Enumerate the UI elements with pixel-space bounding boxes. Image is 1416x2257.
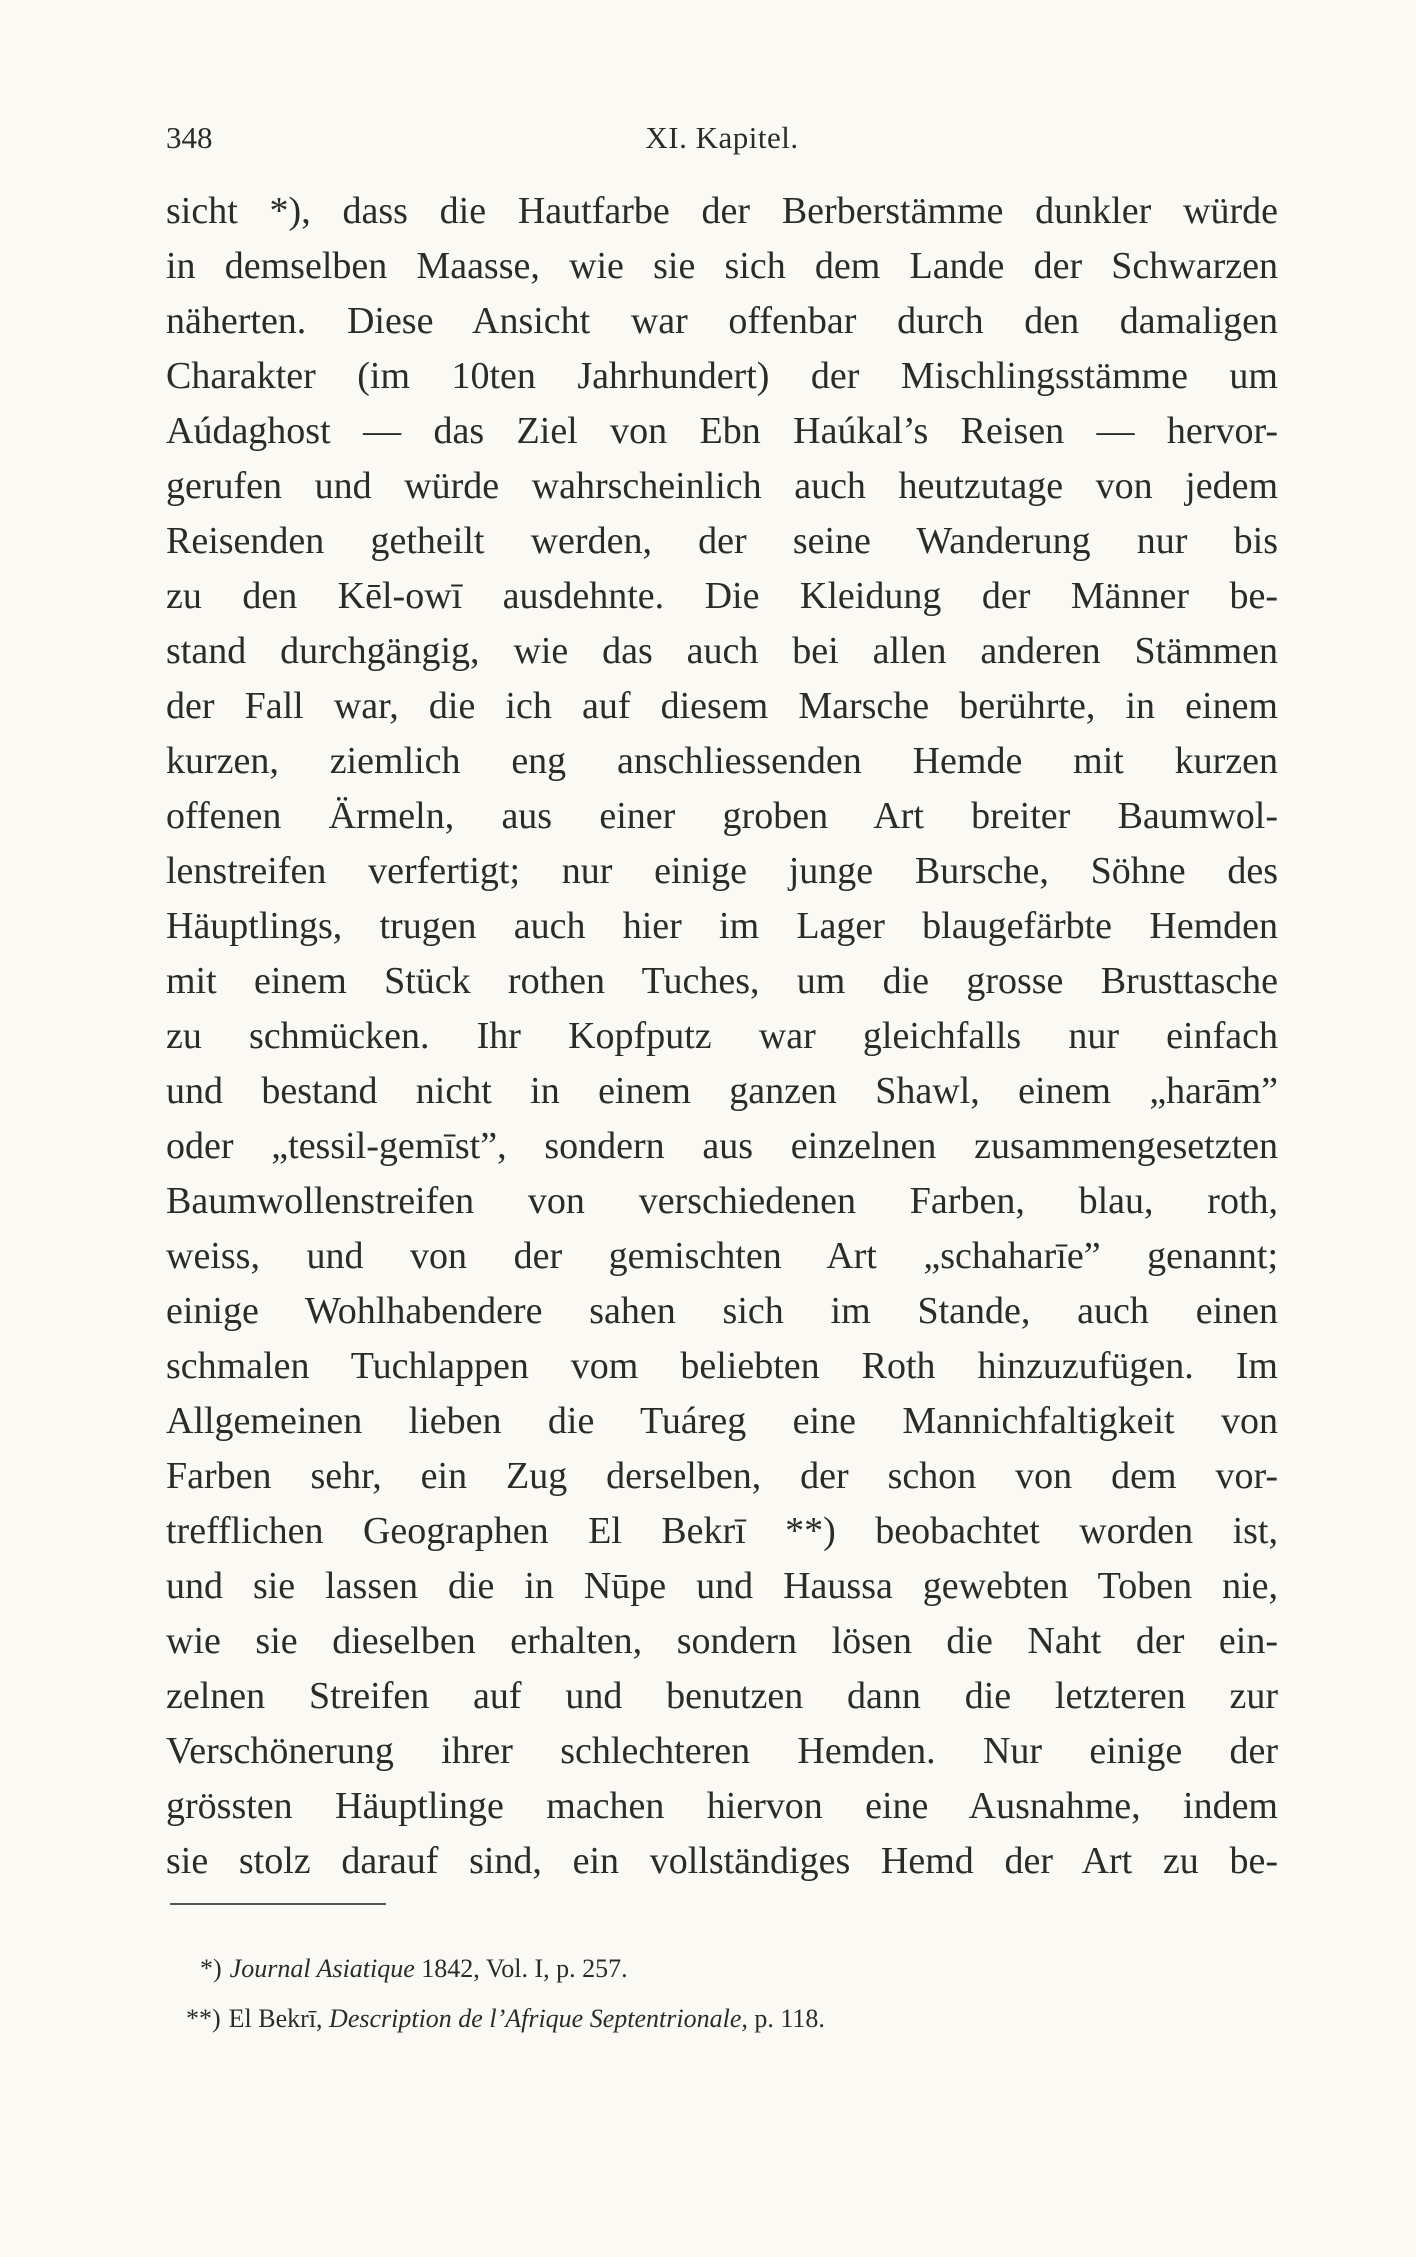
text-line: Allgemeinen lieben die Tuáreg eine Mannichfaltigkeit von: [166, 1400, 1278, 1442]
text-line: sicht *), dass die Hautfarbe der Berberstämme dunkler würde: [166, 190, 1278, 232]
text-line: weiss, und von der gemischten Art „schaharīe” genannt;: [166, 1235, 1278, 1277]
page-number: 348: [166, 120, 213, 155]
text-line: offenen Ärmeln, aus einer groben Art breiter Baumwol-: [166, 795, 1278, 837]
text-line: Baumwollenstreifen von verschiedenen Farben, blau, roth,: [166, 1180, 1278, 1222]
text-line: trefflichen Geographen El Bekrī **) beobachtet worden ist,: [166, 1510, 1278, 1552]
text-line: der Fall war, die ich auf diesem Marsche berührte, in einem: [166, 685, 1278, 727]
text-line: Aúdaghost — das Ziel von Ebn Haúkal’s Reisen — hervor-: [166, 410, 1278, 452]
text-line: wie sie dieselben erhalten, sondern lösen die Naht der ein-: [166, 1620, 1278, 1662]
text-line: gerufen und würde wahrscheinlich auch heutzutage von jedem: [166, 465, 1278, 507]
footnote-source-title: Description de l’Afrique Septentrionale,: [329, 2004, 748, 2033]
footnote-source-title: Journal Asiatique: [229, 1954, 415, 1983]
text-line: sie stolz darauf sind, ein vollständiges Hemd der Art zu be-: [166, 1840, 1278, 1882]
text-line: kurzen, ziemlich eng anschliessenden Hemde mit kurzen: [166, 740, 1278, 782]
text-line: mit einem Stück rothen Tuches, um die grosse Brusttasche: [166, 960, 1278, 1002]
text-line: stand durchgängig, wie das auch bei allen anderen Stämmen: [166, 630, 1278, 672]
text-line: und sie lassen die in Nūpe und Haussa gewebten Toben nie,: [166, 1565, 1278, 1607]
footnote-2: [186, 1994, 1200, 2044]
text-line: und bestand nicht in einem ganzen Shawl, einem „harām”: [166, 1070, 1278, 1112]
text-line: grössten Häuptlinge machen hiervon eine Ausnahme, indem: [166, 1785, 1278, 1827]
text-line: in demselben Maasse, wie sie sich dem Lande der Schwarzen: [166, 245, 1278, 287]
text-line: Reisenden getheilt werden, der seine Wanderung nur bis: [166, 520, 1278, 562]
text-line: zelnen Streifen auf und benutzen dann die letzteren zur: [166, 1675, 1278, 1717]
footnotes: [186, 1944, 1200, 2044]
footnote-marker: **): [186, 2004, 221, 2033]
text-line: näherten. Diese Ansicht war offenbar durch den damaligen: [166, 300, 1278, 342]
text-line: zu schmücken. Ihr Kopfputz war gleichfalls nur einfach: [166, 1015, 1278, 1057]
body-text: [166, 184, 1278, 1889]
text-line: schmalen Tuchlappen vom beliebten Roth hinzuzufügen. Im: [166, 1345, 1278, 1387]
footnote-1: [200, 1944, 1200, 1994]
text-line: Charakter (im 10ten Jahrhundert) der Mischlingsstämme um: [166, 355, 1278, 397]
footnote-author: El Bekrī,: [228, 2004, 330, 2033]
running-title: XI. Kapitel.: [645, 120, 799, 155]
footnote-citation: p. 118.: [747, 2004, 825, 2033]
footnote-citation: 1842, Vol. I, p. 257.: [414, 1954, 628, 1983]
text-line: einige Wohlhabendere sahen sich im Stande, auch einen: [166, 1290, 1278, 1332]
footnote-marker: *): [200, 1954, 222, 1983]
text-line: zu den Kēl-owī ausdehnte. Die Kleidung der Männer be-: [166, 575, 1278, 617]
text-line: lenstreifen verfertigt; nur einige junge Bursche, Söhne des: [166, 850, 1278, 892]
text-line: oder „tessil-gemīst”, sondern aus einzelnen zusammengesetzten: [166, 1125, 1278, 1167]
text-line: Farben sehr, ein Zug derselben, der schon von dem vor-: [166, 1455, 1278, 1497]
text-line: Verschönerung ihrer schlechteren Hemden. Nur einige der: [166, 1730, 1278, 1772]
footnote-divider: [170, 1903, 386, 1905]
page-header: [166, 120, 1278, 160]
text-line: Häuptlings, trugen auch hier im Lager blaugefärbte Hemden: [166, 905, 1278, 947]
